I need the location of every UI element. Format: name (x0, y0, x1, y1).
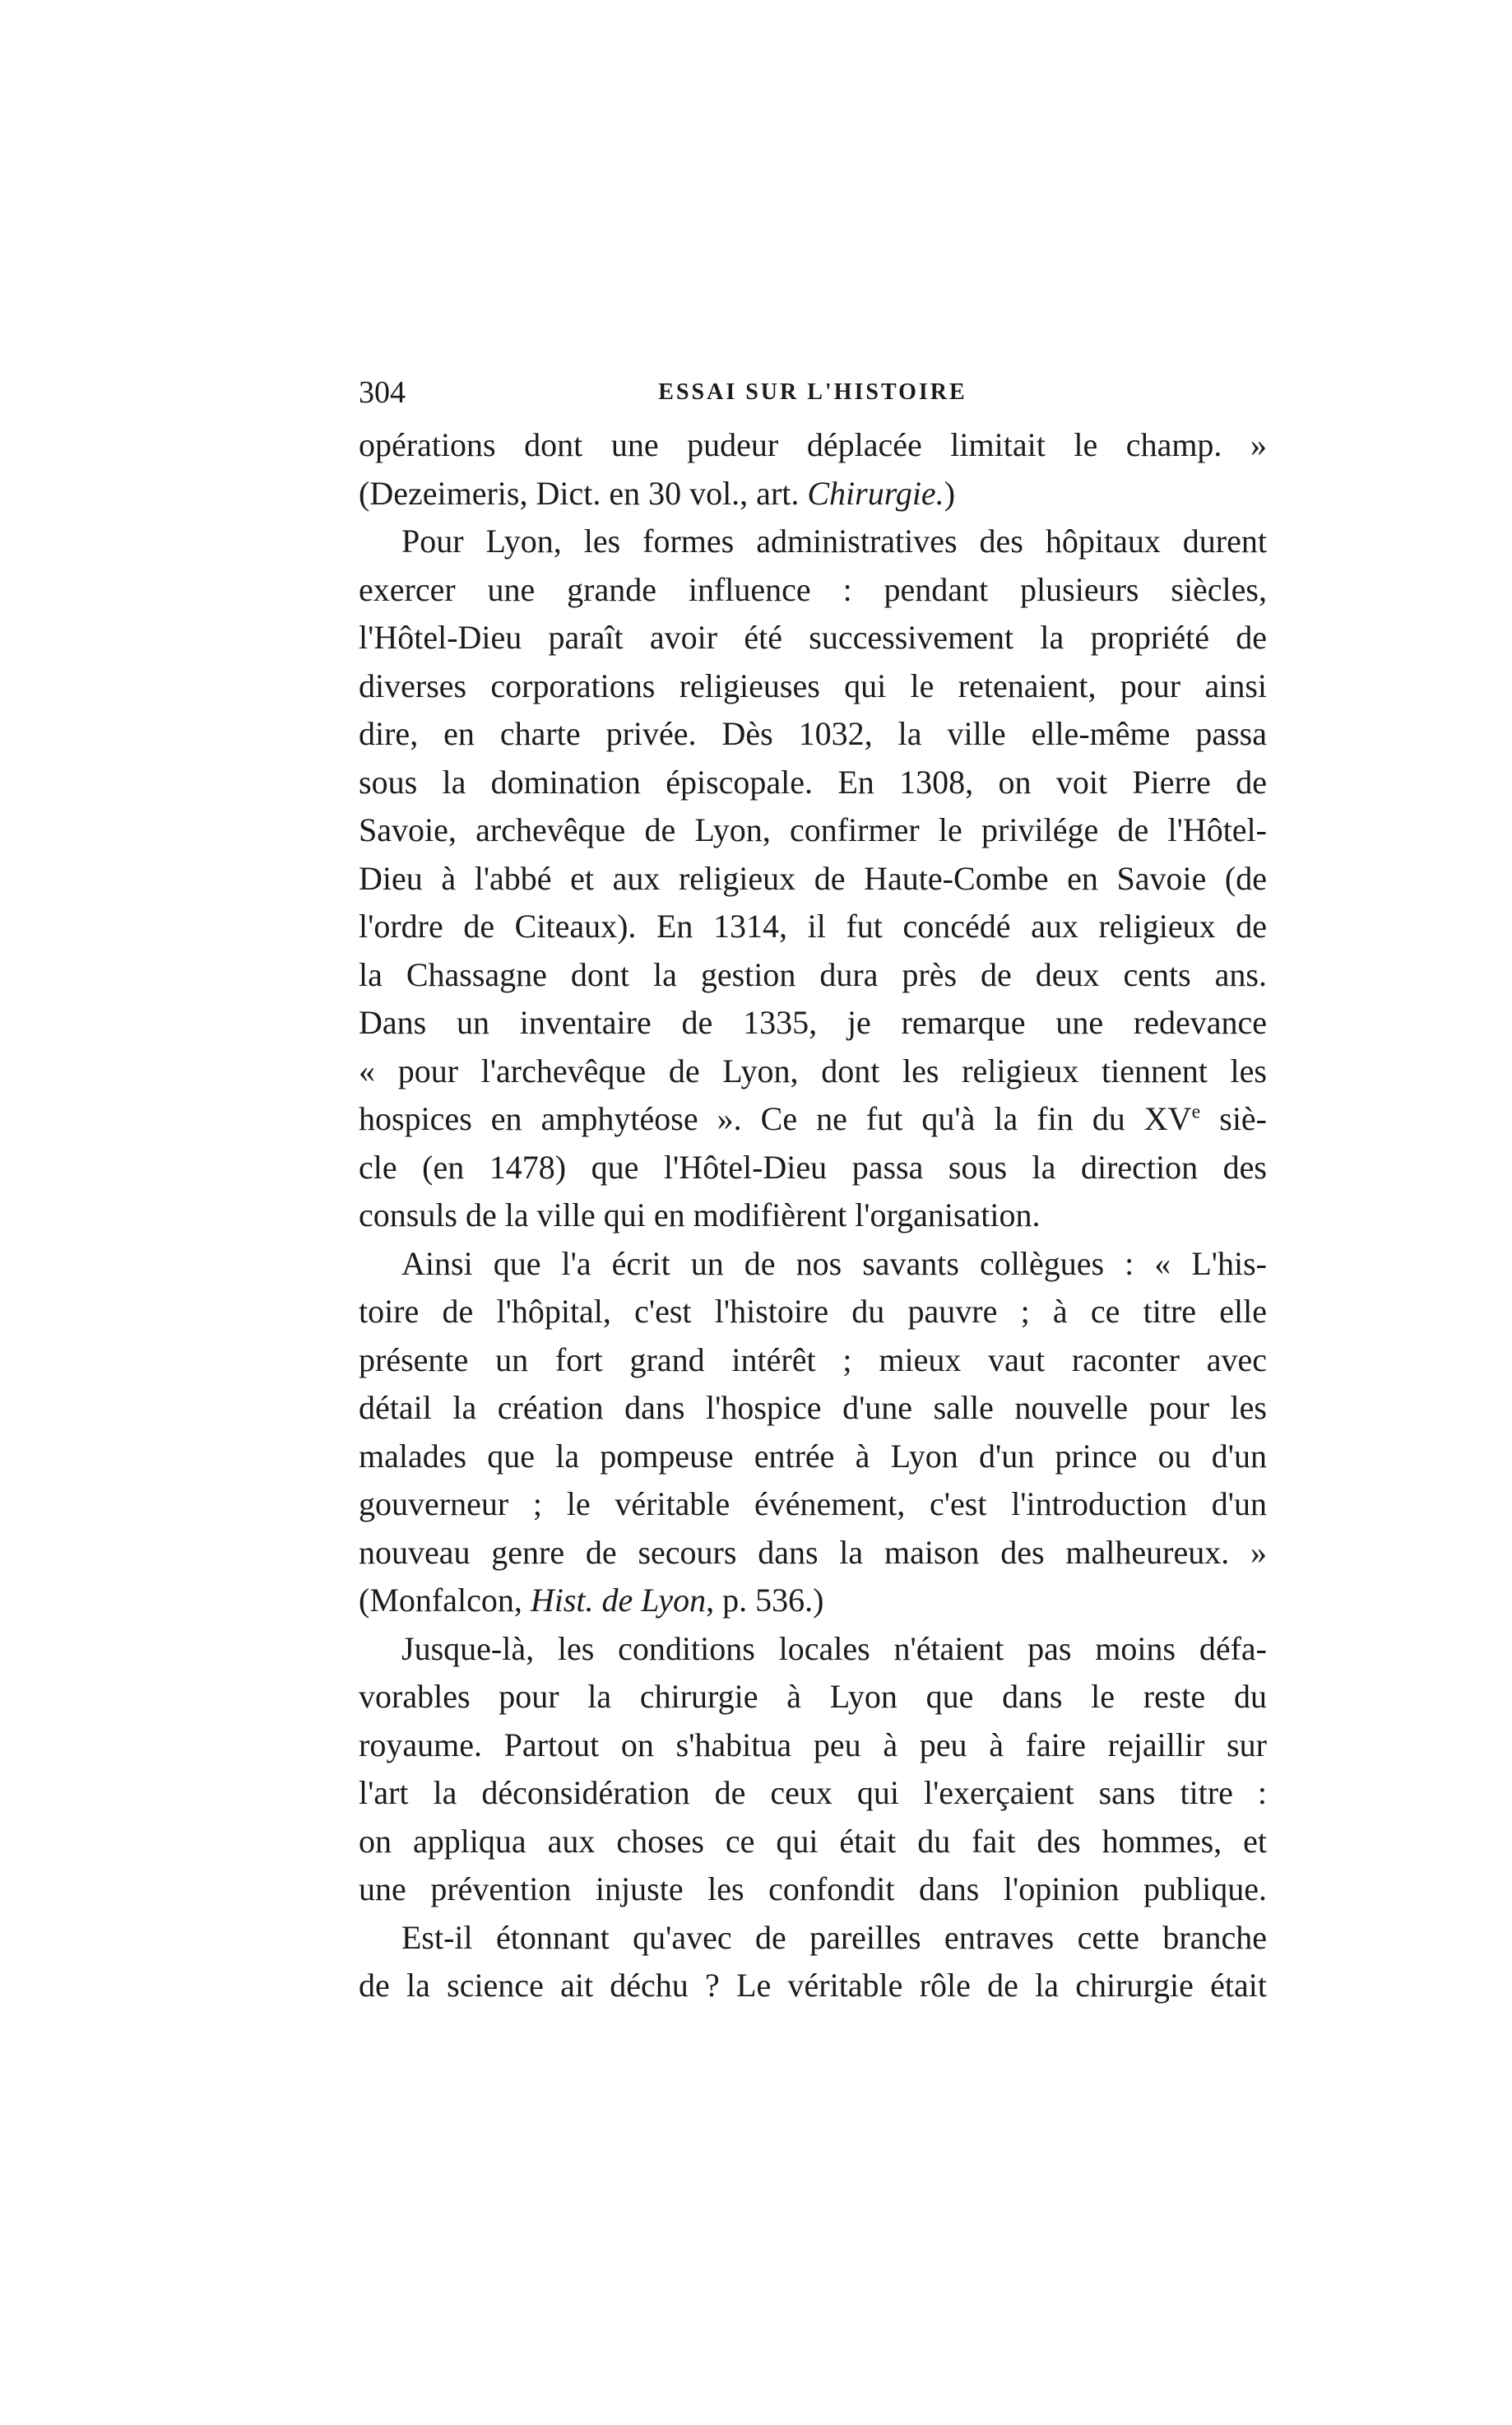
text-line: Ainsi que l'a écrit un de nos savants collègues : « L'his- (401, 1244, 1267, 1282)
text-line: exercer une grande influence : pendant plusieurs siècles, (359, 570, 1267, 608)
text-fragment: (Monfalcon, (359, 1582, 531, 1619)
citation-title: Hist. de Lyon (530, 1582, 707, 1619)
text-line: « pour l'archevêque de Lyon, dont les religieux tiennent les (359, 1052, 1267, 1089)
text-line: diverses corporations religieuses qui le retenaient, pour ainsi (359, 667, 1267, 704)
text-line: la Chassagne dont la gestion dura près de deux cents ans. (359, 955, 1267, 993)
citation-title: Chirurgie. (807, 474, 944, 512)
superscript: e (1191, 1101, 1201, 1123)
page-header (359, 374, 1267, 411)
text-line: nouveau genre de secours dans la maison des malheureux. » (359, 1533, 1267, 1571)
text-line: gouverneur ; le véritable événement, c'est l'introduction d'un (359, 1485, 1267, 1522)
body-text (359, 421, 1267, 2010)
text-fragment: (Dezeimeris, Dict. en 30 vol., art. (359, 474, 808, 512)
text-line: Dans un inventaire de 1335, je remarque une redevance (359, 1004, 1267, 1041)
text-line: de la science ait déchu ? Le véritable rôle de la chirurgie était (359, 1967, 1267, 2004)
text-line: Jusque-là, les conditions locales n'étaient pas moins défa- (401, 1629, 1267, 1667)
text-fragment: siè- (1200, 1100, 1267, 1137)
text-line: opérations dont une pudeur déplacée limitait le champ. » (359, 426, 1267, 463)
page-number: 304 (359, 375, 406, 410)
text-line: Est-il étonnant qu'avec de pareilles entraves cette branche (401, 1918, 1267, 1956)
running-head: ESSAI SUR L'HISTOIRE (658, 379, 967, 405)
text-line (359, 470, 1267, 518)
text-line: présente un fort grand intérêt ; mieux vaut raconter avec (359, 1340, 1267, 1378)
text-line: l'art la déconsidération de ceux qui l'exerçaient sans titre : (359, 1774, 1267, 1811)
text-line: Pour Lyon, les formes administratives des hôpitaux durent (401, 523, 1267, 560)
text-line: on appliqua aux choses ce qui était du fait des hommes, et (359, 1822, 1267, 1860)
text-line: consuls de la ville qui en modifièrent l'organisation. (359, 1196, 1041, 1233)
text-line: cle (en 1478) que l'Hôtel-Dieu passa sous la direction des (359, 1148, 1267, 1186)
text-line: l'Hôtel-Dieu paraît avoir été successivement la propriété de (359, 619, 1267, 656)
text-line: royaume. Partout on s'habitua peu à peu à faire rejaillir sur (359, 1726, 1267, 1763)
text-line: toire de l'hôpital, c'est l'histoire du pauvre ; à ce titre elle (359, 1293, 1267, 1330)
text-fragment: ) (944, 474, 956, 512)
text-fragment: , p. 536.) (706, 1582, 824, 1619)
text-line: une prévention injuste les confondit dans l'opinion publique. (359, 1870, 1267, 1907)
text-line (359, 1577, 1267, 1625)
text-line (359, 1095, 1267, 1144)
text-line: dire, en charte privée. Dès 1032, la ville elle-même passa (359, 715, 1267, 752)
text-line: Dieu à l'abbé et aux religieux de Haute-Combe en Savoie (de (359, 859, 1267, 897)
text-line: Savoie, archevêque de Lyon, confirmer le privilége de l'Hôtel- (359, 811, 1267, 848)
text-line: sous la domination épiscopale. En 1308, on voit Pierre de (359, 763, 1267, 801)
text-fragment: hospices en amphytéose ». Ce ne fut qu'à la fin du XV (359, 1100, 1192, 1137)
text-line: vorables pour la chirurgie à Lyon que dans le reste du (359, 1678, 1267, 1715)
text-line: détail la création dans l'hospice d'une salle nouvelle pour les (359, 1389, 1267, 1426)
text-line: l'ordre de Citeaux). En 1314, il fut concédé aux religieux de (359, 908, 1267, 945)
text-line: malades que la pompeuse entrée à Lyon d'un prince ou d'un (359, 1437, 1267, 1475)
